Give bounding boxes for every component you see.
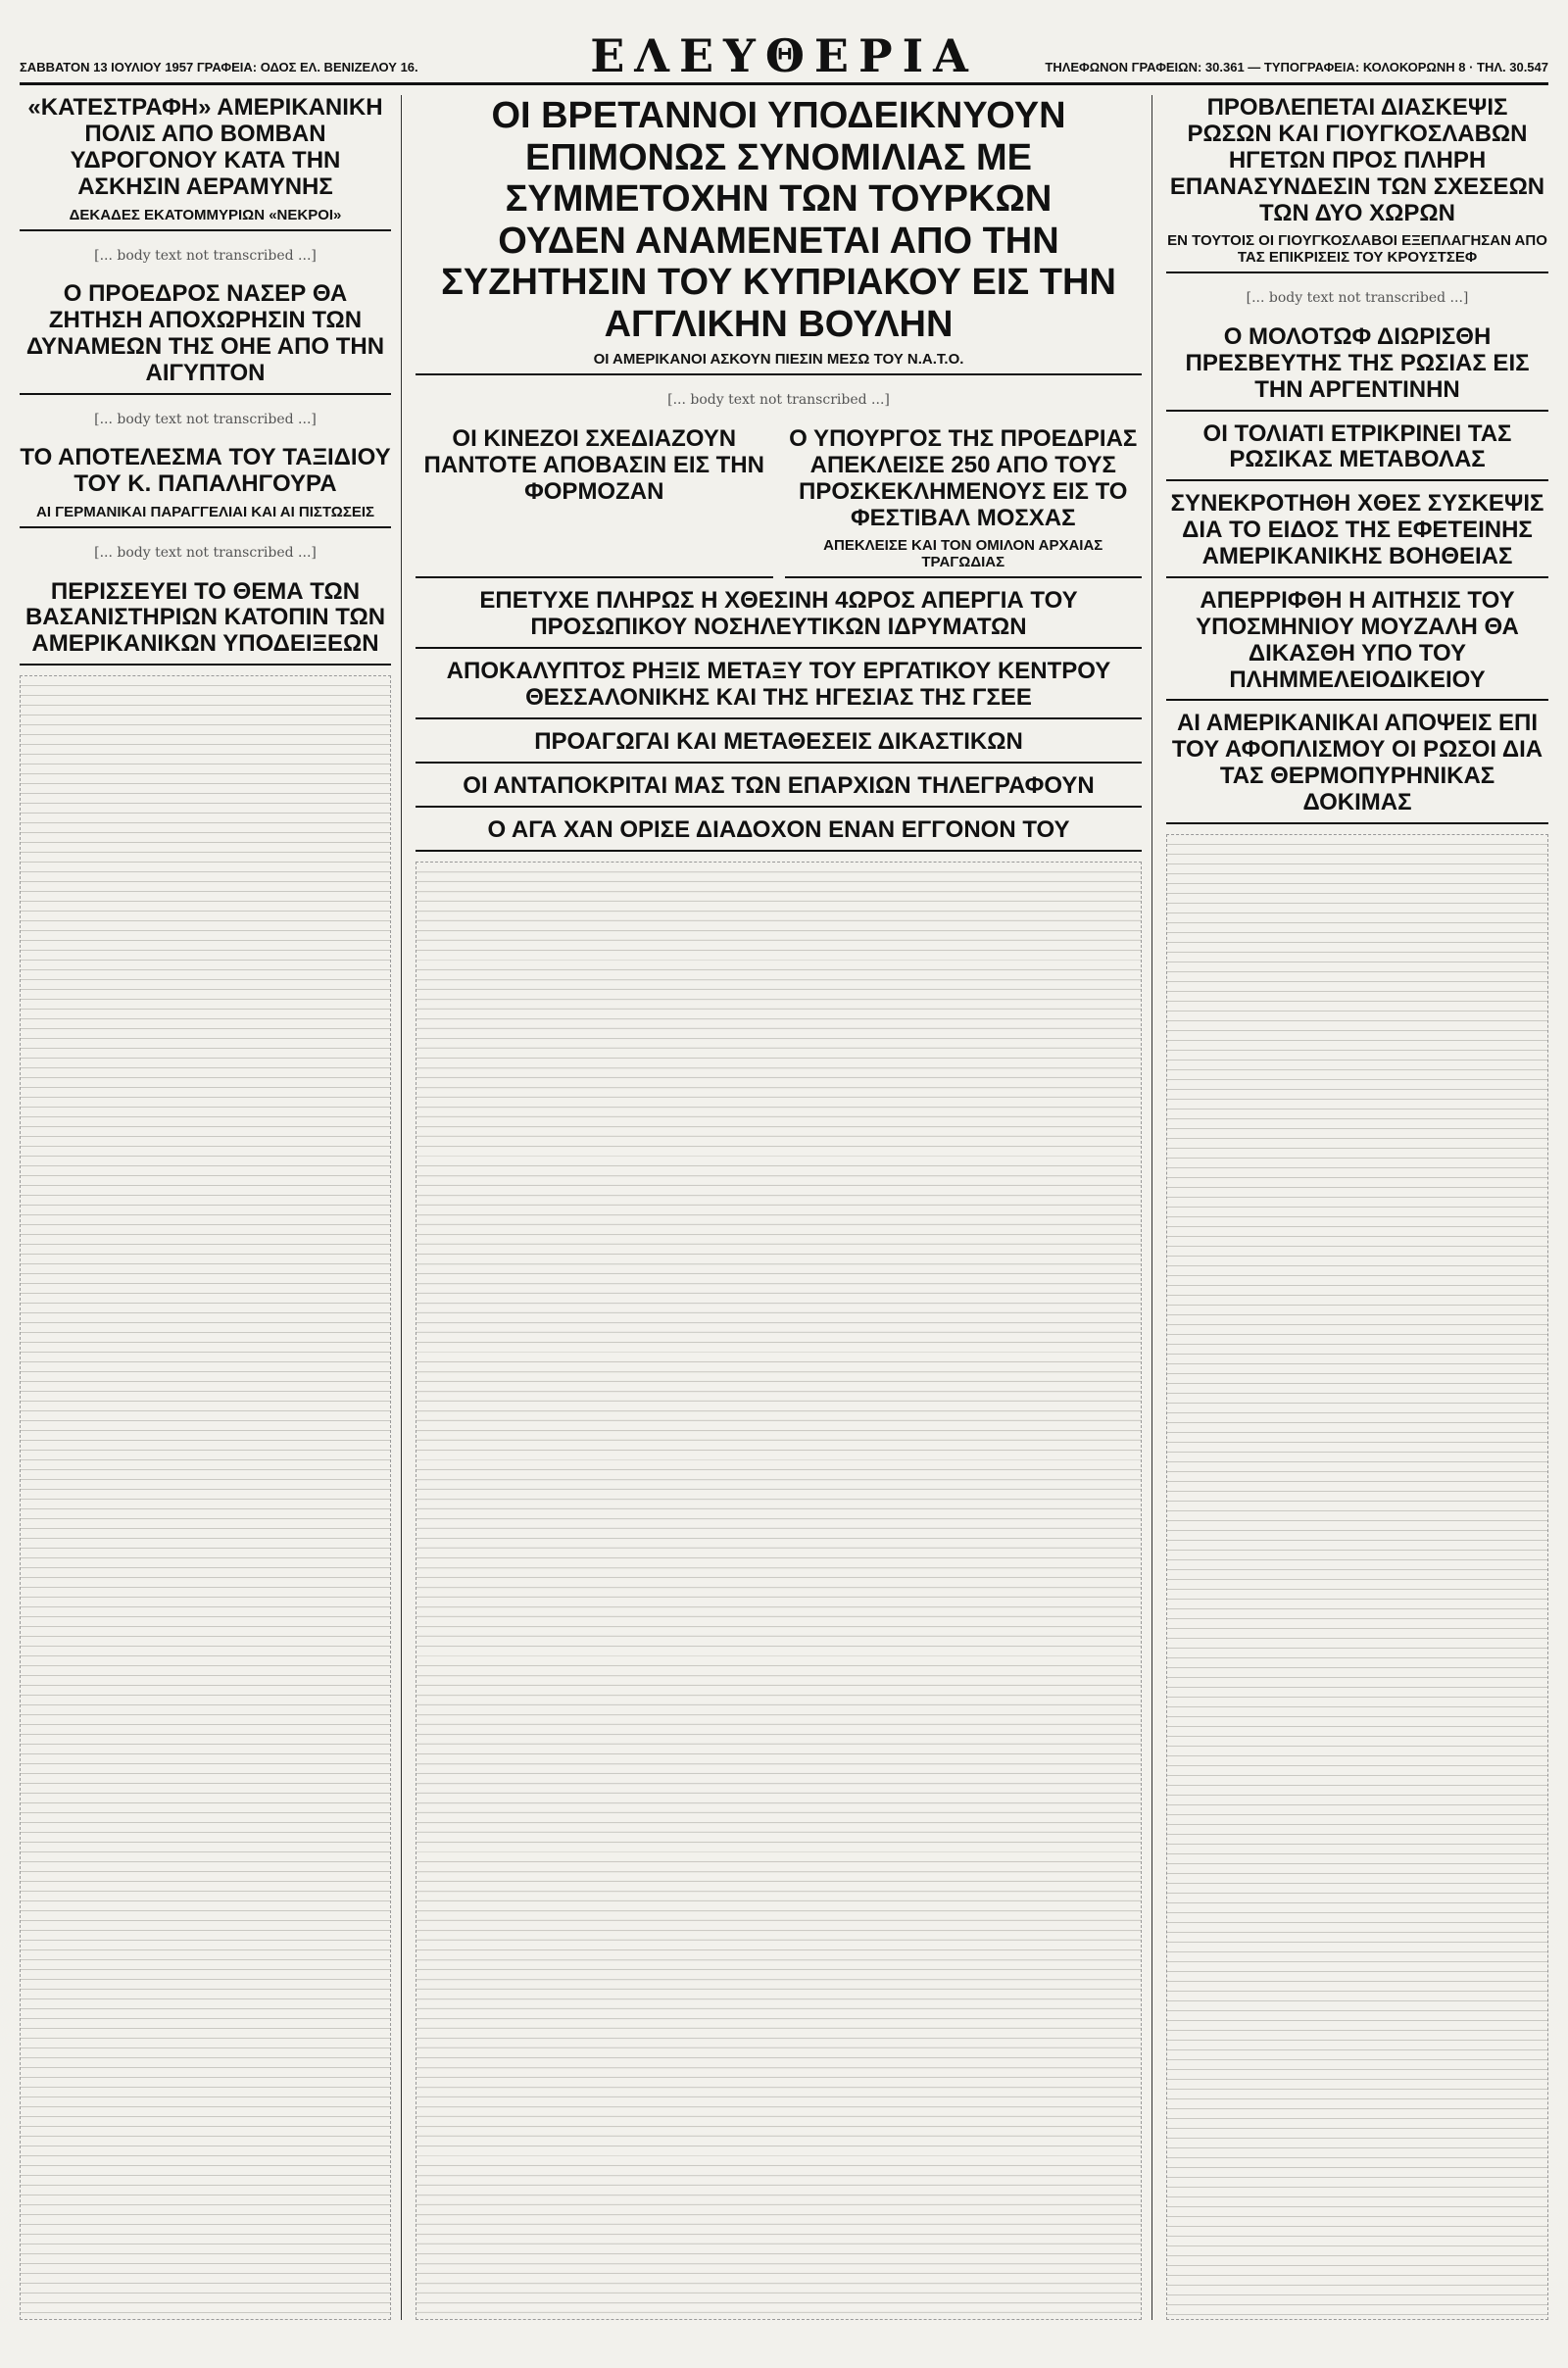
headline-soviet-yugoslav (1166, 95, 1548, 273)
headline-text: ΟΙ ΤΟΛΙΑΤΙ ΕΤΡΙΚΡΙΝΕΙ ΤΑΣ ΡΩΣΙΚΑΣ ΜΕΤΑΒΟΛΑΣ (1202, 419, 1512, 473)
headline-text: ΣΥΝΕΚΡΟΤΗΘΗ ΧΘΕΣ ΣΥΣΚΕΨΙΣ ΔΙΑ ΤΟ ΕΙΔΟΣ ΤΗΣ ΕΦΕΤΕΙΝΗΣ ΑΜΕΡΙΚΑΝΙΚΗΣ ΒΟΗΘΕΙΑΣ (1170, 490, 1544, 570)
article-body-placeholder: [... body text not transcribed ...] (94, 247, 317, 264)
headline-text: ΕΠΕΤΥΧΕ ΠΛΗΡΩΣ Η ΧΘΕΣΙΝΗ 4ΩΡΟΣ ΑΠΕΡΓΙΑ ΤΟΥ ΠΡΟΣΩΠΙΚΟΥ ΝΟΣΗΛΕΥΤΙΚΩΝ ΙΔΡΥΜΑΤΩΝ (479, 587, 1078, 641)
article-body-placeholder: [... body text not transcribed ...] (94, 411, 317, 427)
headline-text: Ο ΑΓΑ ΧΑΝ ΟΡΙΣΕ ΔΙΑΔΟΧΟΝ ΕΝΑΝ ΕΓΓΟΝΟΝ ΤΟΥ (487, 815, 1070, 843)
headline-text: ΟΙ ΚΙΝΕΖΟΙ ΣΧΕΔΙΑΖΟΥΝ ΠΑΝΤΟΤΕ ΑΠΟΒΑΣΙΝ ΕΙΣ ΤΗΝ ΦΟΡΜΟΖΑΝ (423, 424, 764, 505)
headline-formosa (416, 426, 773, 579)
headline-text: ΤΟ ΑΠΟΤΕΛΕΣΜΑ ΤΟΥ ΤΑΞΙΔΙΟΥ ΤΟΥ Κ. ΠΑΠΑΛΗΓΟΥΡΑ (20, 444, 391, 498)
subheadline-text: ΑΙ ΓΕΡΜΑΝΙΚΑΙ ΠΑΡΑΓΓΕΛΙΑΙ ΚΑΙ ΑΙ ΠΙΣΤΩΣΕΙΣ (36, 503, 374, 520)
article-body-placeholder: [... body text not transcribed ...] (94, 544, 317, 561)
headline-torture (20, 579, 391, 666)
lead-headline (416, 95, 1142, 375)
headline-text: ΠΡΟΑΓΩΓΑΙ ΚΑΙ ΜΕΤΑΘΕΣΕΙΣ ΔΙΚΑΣΤΙΚΩΝ (534, 727, 1023, 755)
headline-text: ΑΠΕΡΡΙΦΘΗ Η ΑΙΤΗΣΙΣ ΤΟΥ ΥΠΟΣΜΗΝΙΟΥ ΜΟΥΖΑΛΗ ΘΑ ΔΙΚΑΣΘΗ ΥΠΟ ΤΟΥ ΠΛΗΜΜΕΛΕΙΟΔΙΚΕΙΟΥ (1196, 586, 1519, 693)
headline-text: Ο ΥΠΟΥΡΓΟΣ ΤΗΣ ΠΡΟΕΔΡΙΑΣ ΑΠΕΚΛΕΙΣΕ 250 ΑΠΟ ΤΟΥΣ ΠΡΟΣΚΕΚΛΗΜΕΝΟΥΣ ΕΙΣ ΤΟ ΦΕΣΤΙΒΑΛ ΜΟΣΧΑΣ (789, 424, 1138, 531)
page-columns (20, 95, 1548, 2320)
subheadline-text: ΟΙ ΑΜΕΡΙΚΑΝΟΙ ΑΣΚΟΥΝ ΠΙΕΣΙΝ ΜΕΣΩ ΤΟΥ Ν.Α.Τ.Ο. (593, 351, 964, 369)
headline-agakhan (416, 817, 1142, 852)
headline-correspondents (416, 773, 1142, 808)
headline-american-aid (1166, 491, 1548, 578)
headline-text: ΠΕΡΙΣΣΕΥΕΙ ΤΟ ΘΕΜΑ ΤΩΝ ΒΑΣΑΝΙΣΤΗΡΙΩΝ ΚΑΤΟΠΙΝ ΤΩΝ ΑΜΕΡΙΚΑΝΙΚΩΝ ΥΠΟΔΕΙΞΕΩΝ (24, 577, 386, 658)
headline-strike (416, 588, 1142, 649)
unread-text-region (416, 862, 1142, 2321)
headline-labour (416, 659, 1142, 719)
subheadline-text: ΔΕΚΑΔΕΣ ΕΚΑΤΟΜΜΥΡΙΩΝ «ΝΕΚΡΟΙ» (69, 206, 342, 223)
headline-togliatti (1166, 421, 1548, 482)
unread-text-region (1166, 834, 1548, 2320)
headline-text: ΟΙ ΑΝΤΑΠΟΚΡΙΤΑΙ ΜΑΣ ΤΩΝ ΕΠΑΡΧΙΩΝ ΤΗΛΕΓΡΑΦΟΥΝ (463, 771, 1095, 799)
masthead (20, 20, 1548, 85)
headline-text: Ο ΜΟΛΟΤΩΦ ΔΙΩΡΙΣΘΗ ΠΡΕΣΒΕΥΤΗΣ ΤΗΣ ΡΩΣΙΑΣ ΕΙΣ ΤΗΝ ΑΡΓΕΝΤΙΝΗΝ (1185, 322, 1530, 403)
subheadline-text: ΕΝ ΤΟΥΤΟΙΣ ΟΙ ΓΙΟΥΓΚΟΣΛΑΒΟΙ ΕΞΕΠΛΑΓΗΣΑΝ ΑΠΟ ΤΑΣ ΕΠΙΚΡΙΣΕΙΣ ΤΟΥ ΚΡΟΥΣΤΣΕΦ (1167, 232, 1547, 267)
newspaper-page (20, 20, 1548, 2329)
subheadline-text: ΑΠΕΚΛΕΙΣΕ ΚΑΙ ΤΟΝ ΟΜΙΛΟΝ ΑΡΧΑΙΑΣ ΤΡΑΓΩΔΙΑΣ (823, 537, 1103, 571)
masthead-phone-line: ΤΗΛΕΦΩΝΟΝ ΓΡΑΦΕΙΩΝ: 30.361 — ΤΥΠΟΓΡΑΦΕΙΑ: ΚΟΛΟΚΟΡΩΝΗ 8 · ΤΗΛ. 30.547 (1045, 60, 1548, 74)
headline-text: Ο ΠΡΟΕΔΡΟΣ ΝΑΣΕΡ ΘΑ ΖΗΤΗΣΗ ΑΠΟΧΩΡΗΣΙΝ ΤΩΝ ΔΥΝΑΜΕΩΝ ΤΗΣ ΟΗΕ ΑΠΟ ΤΗΝ ΑΙΓΥΠΤΟΝ (25, 280, 385, 386)
center-column (416, 95, 1152, 2320)
masthead-date-line: ΣΑΒΒΑΤΟΝ 13 ΙΟΥΛΙΟΥ 1957 ΓΡΑΦΕΙΑ: ΟΔΟΣ ΕΛ. ΒΕΝΙΖΕΛΟΥ 16. (20, 60, 418, 74)
headline-text: ΑΙ ΑΜΕΡΙΚΑΝΙΚΑΙ ΑΠΟΨΕΙΣ ΕΠΙ ΤΟΥ ΑΦΟΠΛΙΣΜΟΥ ΟΙ ΡΩΣΟΙ ΔΙΑ ΤΑΣ ΘΕΡΜΟΠΥΡΗΝΙΚΑΣ ΔΟΚΙΜΑΣ (1171, 710, 1544, 816)
right-column (1166, 95, 1548, 2320)
headline-text: ΑΠΟΚΑΛΥΠΤΟΣ ΡΗΞΙΣ ΜΕΤΑΞΥ ΤΟΥ ΕΡΓΑΤΙΚΟΥ ΚΕΝΤΡΟΥ ΘΕΣΣΑΛΟΝΙΚΗΣ ΚΑΙ ΤΗΣ ΗΓΕΣΙΑΣ ΤΗΣ ΓΣΕΕ (446, 658, 1111, 711)
headline-hbomb (20, 95, 391, 231)
headline-papaligouras (20, 445, 391, 528)
headline-judges (416, 729, 1142, 764)
headline-text: ΠΡΟΒΛΕΠΕΤΑΙ ΔΙΑΣΚΕΨΙΣ ΡΩΣΩΝ ΚΑΙ ΓΙΟΥΓΚΟΣΛΑΒΩΝ ΗΓΕΤΩΝ ΠΡΟΣ ΠΛΗΡΗ ΕΠΑΝΑΣΥΝΔΕΣΙΝ ΤΩΝ ΣΧΕΣΕΩΝ ΤΩΝ ΔΥΟ ΧΩΡΩΝ (1169, 95, 1545, 226)
headline-festival (785, 426, 1143, 579)
headline-disarmament (1166, 711, 1548, 824)
unread-text-region (20, 675, 391, 2320)
left-column (20, 95, 402, 2320)
headline-mouzalis (1166, 588, 1548, 702)
headline-text: «ΚΑΤΕΣΤΡΑΦΗ» ΑΜΕΡΙΚΑΝΙΚΗ ΠΟΛΙΣ ΑΠΟ ΒΟΜΒΑΝ ΥΔΡΟΓΟΝΟΥ ΚΑΤΑ ΤΗΝ ΑΣΚΗΣΙΝ ΑΕΡΑΜΥΝΗΣ (27, 95, 383, 200)
headline-text: ΟΙ ΒΡΕΤΑΝΝΟΙ ΥΠΟΔΕΙΚΝΥΟΥΝ ΕΠΙΜΟΝΩΣ ΣΥΝΟΜΙΛΙΑΣ ΜΕ ΣΥΜΜΕΤΟΧΗΝ ΤΩΝ ΤΟΥΡΚΩΝ (491, 95, 1066, 221)
headline-text-2: ΟΥΔΕΝ ΑΝΑΜΕΝΕΤΑΙ ΑΠΟ ΤΗΝ ΣΥΖΗΤΗΣΙΝ ΤΟΥ ΚΥΠΡΙΑΚΟΥ ΕΙΣ ΤΗΝ ΑΓΓΛΙΚΗΝ ΒΟΥΛΗΝ (441, 220, 1116, 345)
article-body-placeholder: [... body text not transcribed ...] (1246, 290, 1469, 307)
center-split (416, 426, 1142, 579)
article-body-placeholder: [... body text not transcribed ...] (667, 392, 890, 409)
newspaper-title: ΕΛΕΥΘΕΡΙΑ (590, 29, 978, 82)
headline-molotov (1166, 324, 1548, 412)
headline-nasser (20, 281, 391, 395)
